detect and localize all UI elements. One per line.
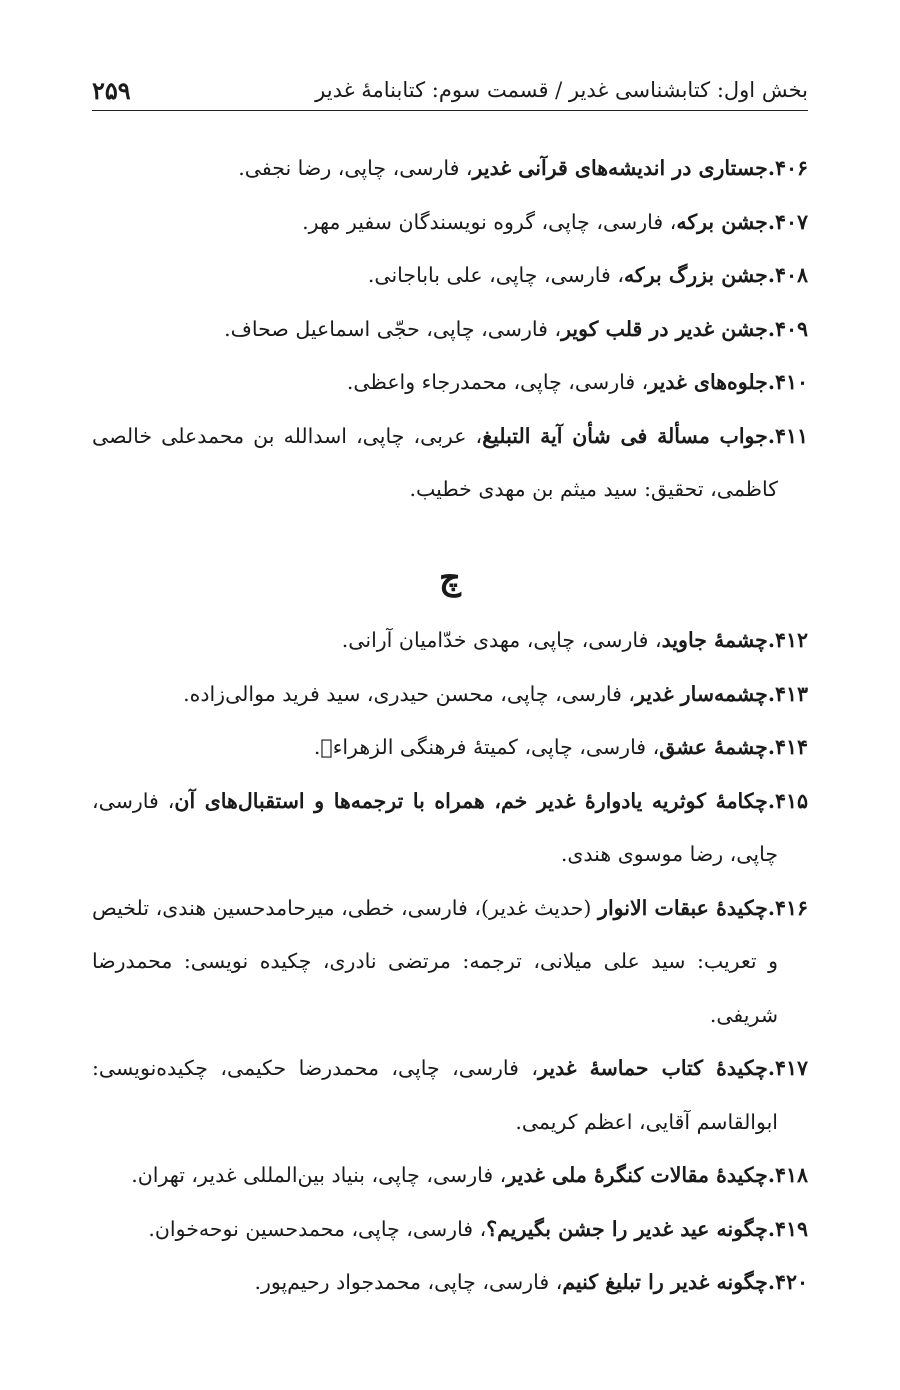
entry-number: ۴۱۵. bbox=[767, 788, 808, 813]
entry-title: جشن غدیر در قلب کویر bbox=[561, 316, 768, 341]
entry-title: چشمۀ عشق bbox=[659, 735, 768, 759]
entry-details: ، فارسی، چاپی، گروه نویسندگان سفیر مهر. bbox=[302, 209, 677, 234]
entry-details: ، فارسی، چاپی، حجّی اسماعیل صحاف. bbox=[224, 316, 562, 341]
entry-list-jim bbox=[92, 142, 808, 517]
bibliography-entry bbox=[92, 1149, 808, 1203]
entry-number: ۴۰۸. bbox=[767, 263, 808, 287]
bibliography-entry bbox=[92, 614, 808, 668]
bibliography-entry bbox=[92, 721, 808, 775]
entry-title: چشمۀ جاوید bbox=[661, 628, 768, 652]
entry-details: ، فارسی، چاپی، محمدجواد رحیم‌پور. bbox=[254, 1270, 563, 1294]
bibliography-entry bbox=[92, 1042, 808, 1149]
entry-title: جلوه‌های غدیر bbox=[648, 370, 768, 394]
page-header bbox=[92, 70, 808, 111]
entry-number: ۴۱۰. bbox=[767, 370, 808, 394]
bibliography-entry bbox=[92, 668, 808, 722]
bibliography-entry bbox=[92, 249, 808, 303]
entry-number: ۴۱۱. bbox=[767, 423, 808, 448]
entry-title: چگونه غدیر را تبلیغ کنیم bbox=[562, 1270, 768, 1294]
entry-details: ، فارسی، چاپی، محسن حیدری، سید فرید موالی‌زاده. bbox=[183, 681, 636, 706]
entry-number: ۴۱۷. bbox=[767, 1056, 808, 1080]
entry-number: ۴۱۳. bbox=[767, 681, 808, 706]
page-number: ۲۵۹ bbox=[92, 75, 131, 105]
entry-number: ۴۱۴. bbox=[767, 735, 808, 759]
entry-details: ، فارسی، چاپی، رضا موسوی هندی. bbox=[92, 788, 778, 866]
bibliography-entry bbox=[92, 775, 808, 882]
bibliography-entry bbox=[92, 1256, 808, 1310]
entry-title: چشمه‌سار غدیر bbox=[635, 681, 768, 706]
bibliography-entry bbox=[92, 142, 808, 196]
bibliography-entry bbox=[92, 1203, 808, 1257]
bibliography-entry bbox=[92, 410, 808, 517]
entry-number: ۴۱۶. bbox=[767, 895, 808, 920]
bibliography-entry bbox=[92, 196, 808, 250]
entry-details: ، فارسی، چاپی، محمدحسین نوحه‌خوان. bbox=[148, 1216, 487, 1241]
entry-details: ، فارسی، چاپی، رضا نجفی. bbox=[238, 156, 473, 180]
entry-number: ۴۰۹. bbox=[767, 316, 808, 341]
running-head: بخش اول: کتابشناسی غدیر / قسمت سوم: کتابنامۀ غدیر bbox=[315, 78, 808, 102]
entry-title: چکیدۀ عبقات الانوار bbox=[598, 895, 768, 920]
entry-title: جشن بزرگ برکه bbox=[623, 263, 768, 287]
entry-number: ۴۱۸. bbox=[767, 1163, 808, 1187]
entry-title: چکیدۀ کتاب حماسۀ غدیر bbox=[538, 1056, 768, 1080]
entry-title: چگونه عید غدیر را جشن بگیریم؟ bbox=[486, 1216, 768, 1241]
section-letter-heading: چ bbox=[439, 558, 461, 598]
entry-list-che bbox=[92, 614, 808, 1310]
entry-details: (حدیث غدیر)، فارسی، خطی، میرحامدحسین هندی، تلخیص و تعریب: سید علی میلانی، ترجمه: مرتضی نادری، چکیده نویسی: محمدرضا شریفی. bbox=[92, 895, 778, 1027]
bibliography-entry bbox=[92, 356, 808, 410]
bibliography-entry bbox=[92, 303, 808, 357]
entry-number: ۴۲۰. bbox=[767, 1270, 808, 1294]
entry-details: ، فارسی، چاپی، محمدرجاء واعظی. bbox=[346, 370, 649, 394]
entry-title: جواب مسألة فی شأن آیة التبلیغ bbox=[482, 423, 768, 448]
entry-details: ، فارسی، چاپی، مهدی خدّامیان آرانی. bbox=[341, 628, 662, 652]
entry-number: ۴۰۶. bbox=[767, 156, 808, 180]
entry-number: ۴۱۲. bbox=[767, 628, 808, 652]
entry-title: جستاری در اندیشه‌های قرآنی غدیر bbox=[472, 156, 768, 180]
entry-details: ، فارسی، چاپی، بنیاد بین‌المللی غدیر، تهران. bbox=[131, 1163, 507, 1187]
entry-number: ۴۰۷. bbox=[767, 209, 808, 234]
bibliography-entry bbox=[92, 882, 808, 1043]
entry-details: ، عربی، چاپی، اسدالله بن محمدعلی خالصی کاظمی، تحقیق: سید میثم بن مهدی خطیب. bbox=[92, 423, 778, 501]
entry-number: ۴۱۹. bbox=[767, 1216, 808, 1241]
entry-details: ، فارسی، چاپی، محمدرضا حکیمی، چکیده‌نویسی: ابوالقاسم آقایی، اعظم کریمی. bbox=[92, 1056, 778, 1134]
entry-details: ، فارسی، چاپی، کمیتۀ فرهنگی الزهراء﷤. bbox=[313, 735, 660, 759]
entry-details: ، فارسی، چاپی، علی باباجانی. bbox=[367, 263, 624, 287]
entry-title: چکامۀ کوثریه یادوارۀ غدیر خم، همراه با ترجمه‌ها و استقبال‌های آن bbox=[174, 788, 768, 813]
entry-title: جشن برکه bbox=[676, 209, 768, 234]
entry-title: چکیدۀ مقالات کنگرۀ ملی غدیر bbox=[506, 1163, 768, 1187]
